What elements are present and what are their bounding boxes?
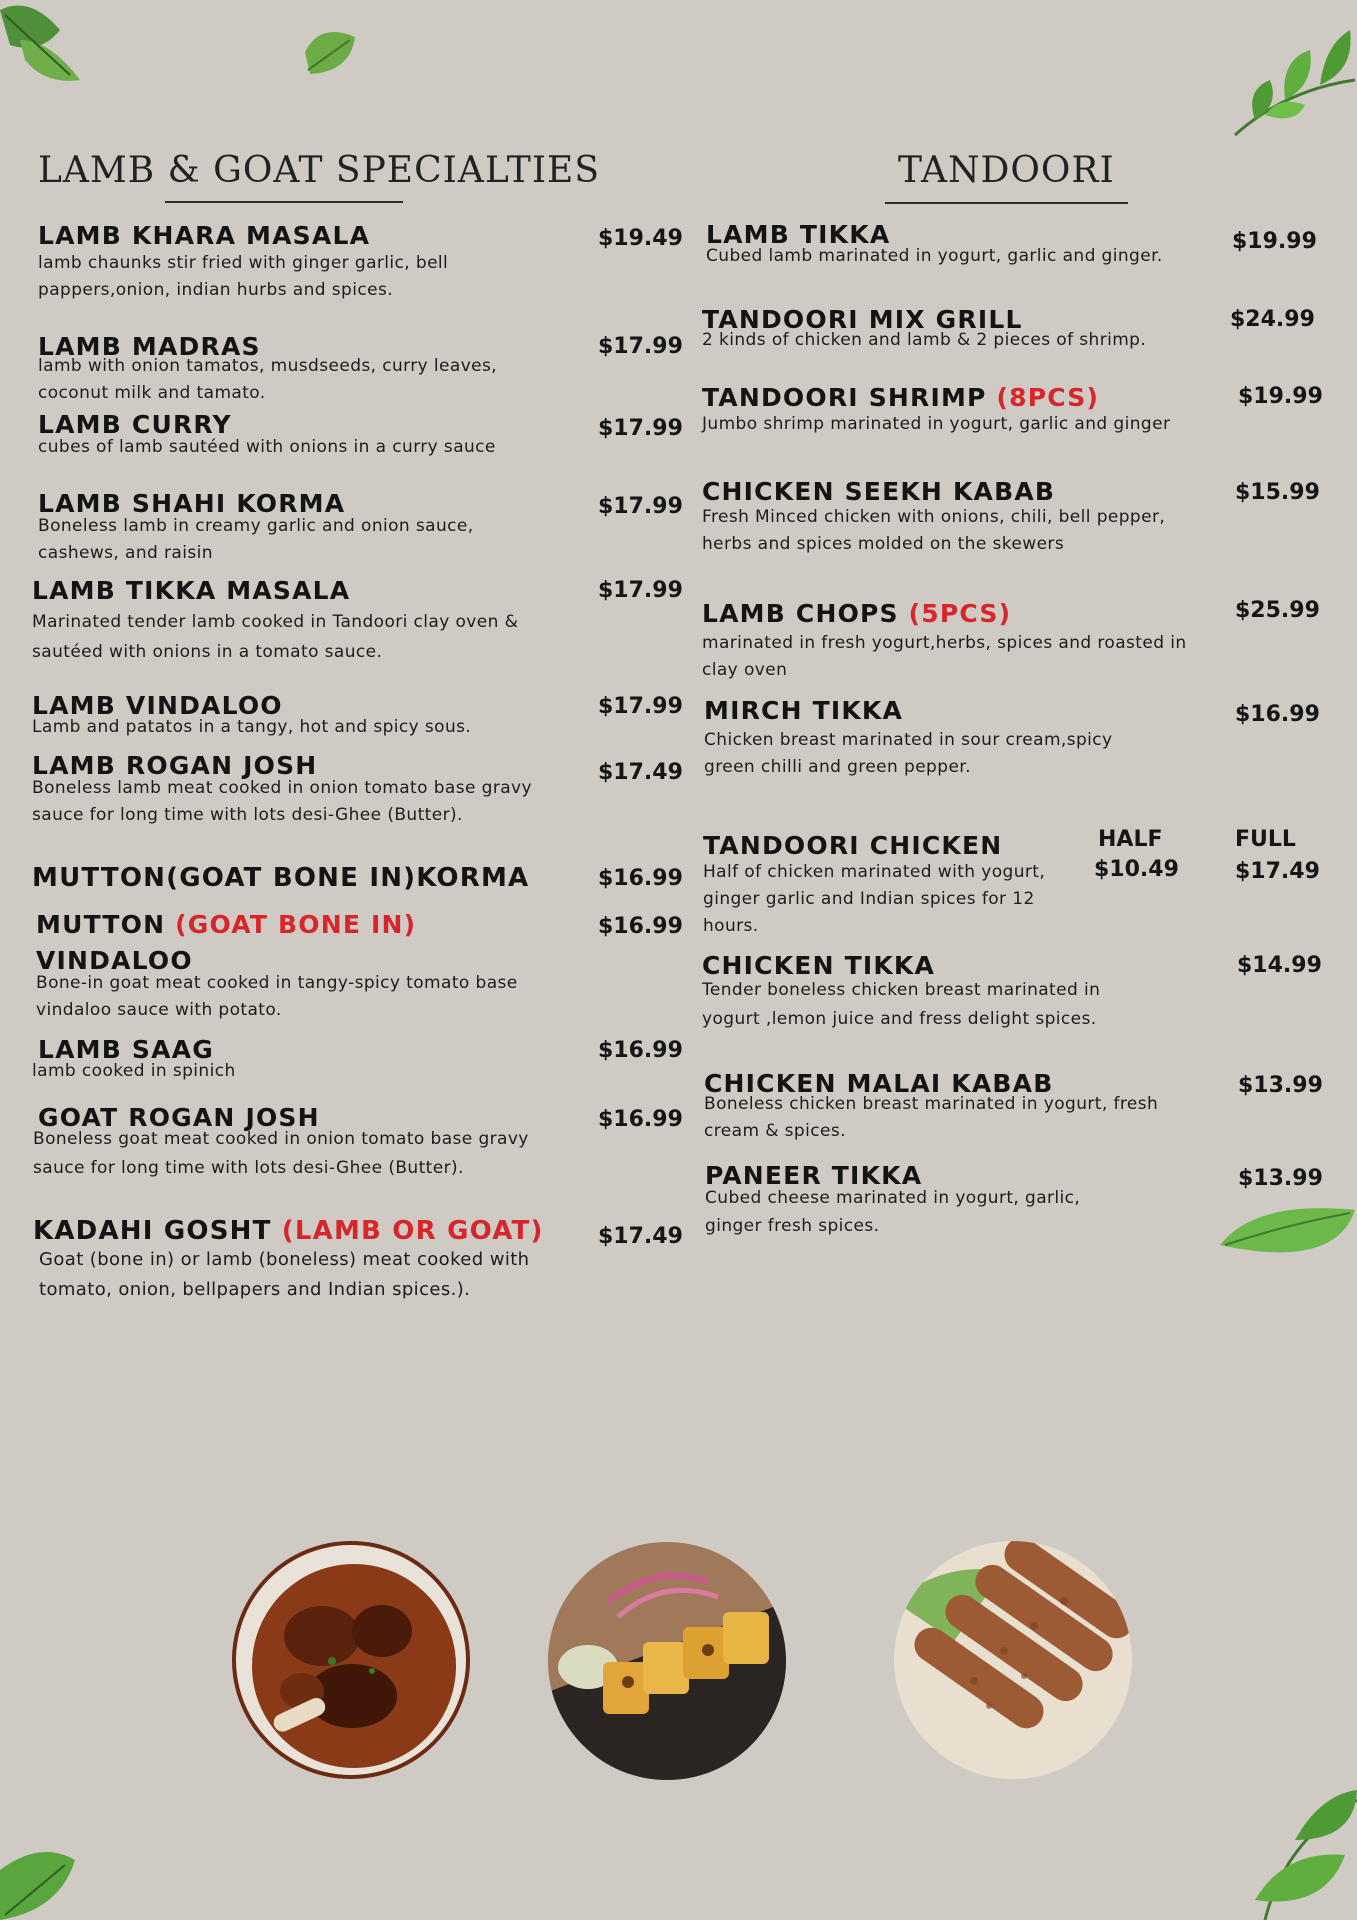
item-name: GOAT ROGAN JOSH [38,1103,320,1132]
mint-leaf-top-left-icon [0,0,90,90]
item-description: Lamb and patatos in a tangy, hot and spicy sous. [32,717,472,737]
seekh-kabab-photo [894,1541,1132,1779]
item-price: $17.49 [598,760,683,785]
menu-item-lamb-tikka [706,221,1226,270]
item-description: Boneless lamb meat cooked in onion tomato base gravy sauce for long time with lots desi-Ghee (Butter). [32,778,532,825]
menu-item-lamb-saag [32,1035,578,1085]
item-description: Boneless goat meat cooked in onion tomato base gravy sauce for long time with lots desi-Ghee (Butter). [33,1129,529,1178]
item-price: $13.99 [1238,1166,1323,1191]
item-name [702,600,1232,628]
full-label: FULL [1235,827,1296,852]
item-name: TANDOORI CHICKEN [703,831,1003,860]
item-price: $16.99 [598,866,683,891]
item-price: $16.99 [598,1038,683,1063]
mint-leaf-top-center-icon [300,22,362,80]
menu-item-mutton-korma [32,864,592,892]
item-name: LAMB MADRAS [38,332,261,361]
item-price: $19.49 [598,226,683,251]
item-name-line2: VINDALOO [36,946,193,975]
full-price: $17.49 [1235,859,1320,884]
item-name [33,1217,593,1245]
basil-sprig-top-right-icon [1225,20,1357,145]
item-price: $19.99 [1238,384,1323,409]
item-price: $24.99 [1230,307,1315,332]
item-price: $14.99 [1237,953,1322,978]
item-description: Cubed cheese marinated in yogurt, garlic, ginger fresh spices. [705,1188,1081,1236]
item-name: LAMB SAAG [38,1035,214,1064]
item-name: MUTTON(GOAT BONE IN)KORMA [32,863,530,893]
item-price: $17.99 [598,416,683,441]
item-description: lamb cooked in spinich [32,1061,236,1081]
item-price: $15.99 [1235,480,1320,505]
item-name: LAMB KHARA MASALA [38,221,371,250]
item-description: 2 kinds of chicken and lamb & 2 pieces of shrimp. [702,330,1147,350]
item-price: $17.99 [598,578,683,603]
mint-leaf-bottom-left-icon [0,1830,80,1920]
menu-item-chicken-seekh-kabab [702,478,1222,558]
item-description: Cubed lamb marinated in yogurt, garlic and ginger. [706,246,1163,266]
item-name: MIRCH TIKKA [704,696,904,725]
item-name-main: MUTTON [36,910,176,939]
menu-item-mutton-vindaloo [36,911,586,1024]
item-description: Boneless chicken breast marinated in yogurt, fresh cream & spices. [704,1094,1159,1141]
half-price: $10.49 [1094,857,1179,882]
item-name: LAMB VINDALOO [32,691,283,720]
item-description: cubes of lamb sautéed with onions in a curry sauce [38,437,496,457]
item-description: Goat (bone in) or lamb (boneless) meat cooked with tomato, onion, bellpapers and Indian spices.). [39,1249,530,1300]
item-name: LAMB TIKKA [706,220,891,249]
item-name-main: LAMB CHOPS [702,599,909,628]
item-name: CHICKEN TIKKA [702,951,936,980]
item-name-highlight: (GOAT BONE IN) [175,910,417,939]
item-description: Marinated tender lamb cooked in Tandoori clay oven & sautéed with onions in a tomato sauce. [32,612,519,662]
item-price: $19.99 [1232,229,1317,254]
item-name [36,911,586,939]
item-name-main: TANDOORI SHRIMP [702,383,997,412]
lamb-goat-section-title: LAMB & GOAT SPECIALTIES [38,150,600,191]
item-price: $17.99 [598,334,683,359]
mint-leaf-right-icon [1215,1195,1357,1280]
menu-item-lamb-madras [38,333,578,407]
menu-item-paneer-tikka [705,1162,1205,1240]
item-name-highlight: (5PCS) [908,599,1012,628]
menu-item-lamb-khara-masala [38,222,578,304]
item-name: LAMB ROGAN JOSH [32,751,318,780]
item-price: $25.99 [1235,598,1320,623]
item-description: marinated in fresh yogurt,herbs, spices and roasted in clay oven [702,633,1187,680]
tandoori-title-underline [885,202,1128,204]
item-name: TANDOORI MIX GRILL [702,305,1023,334]
item-name: PANEER TIKKA [705,1161,923,1190]
item-description: Jumbo shrimp marinated in yogurt, garlic and ginger [702,414,1171,434]
menu-item-lamb-curry [38,411,578,459]
item-description: Fresh Minced chicken with onions, chili, bell pepper, herbs and spices molded on the skewers [702,507,1166,554]
item-description: Half of chicken marinated with yogurt, ginger garlic and Indian spices for 12 hours. [703,862,1046,936]
item-name-highlight: (8PCS) [996,383,1100,412]
item-price: $17.99 [598,494,683,519]
item-name: CHICKEN SEEKH KABAB [702,477,1056,506]
item-description: Tender boneless chicken breast marinated in yogurt ,lemon juice and fress delight spices. [702,980,1101,1029]
menu-item-chicken-malai-kabab [704,1070,1234,1145]
paneer-tikka-photo [548,1542,786,1780]
item-description: Boneless lamb in creamy garlic and onion sauce, cashews, and raisin [38,516,474,563]
tandoori-section-title: TANDOORI [898,150,1115,191]
item-description: lamb with onion tamatos, musdseeds, curry leaves, coconut milk and tamato. [38,356,498,403]
item-name-highlight: (LAMB OR GOAT) [281,1216,544,1246]
half-label: HALF [1098,827,1163,852]
menu-item-goat-rogan-josh [33,1103,578,1183]
item-price: $16.99 [1235,702,1320,727]
item-name [702,384,1242,412]
menu-item-lamb-rogan-josh [32,752,582,829]
menu-item-lamb-chops [702,600,1232,684]
menu-item-lamb-tikka-masala [32,577,582,667]
item-description: lamb chaunks stir fried with ginger garlic, bell pappers,onion, indian hurbs and spices. [38,253,449,300]
item-name: LAMB SHAHI KORMA [38,489,346,518]
item-price: $16.99 [598,914,683,939]
item-name: LAMB CURRY [38,410,232,439]
item-name: LAMB TIKKA MASALA [32,576,351,605]
menu-item-mirch-tikka [704,697,1224,781]
item-price: $13.99 [1238,1073,1323,1098]
menu-item-chicken-tikka [702,952,1222,1034]
menu-item-lamb-vindaloo [32,692,592,741]
item-price: $17.49 [598,1224,683,1249]
lamb-title-underline [165,201,403,203]
menu-item-tandoori-mix-grill [702,306,1232,354]
item-price: $16.99 [598,1107,683,1132]
item-description: Chicken breast marinated in sour cream,spicy green chilli and green pepper. [704,730,1113,777]
item-name: CHICKEN MALAI KABAB [704,1069,1054,1098]
item-price: $17.99 [598,694,683,719]
menu-item-tandoori-shrimp [702,384,1242,438]
lamb-curry-photo [232,1541,470,1779]
item-description: Bone-in goat meat cooked in tangy-spicy tomato base vindaloo sauce with potato. [36,973,518,1020]
mint-sprig-bottom-right-icon [1225,1780,1357,1920]
item-name-main: KADAHI GOSHT [33,1216,282,1246]
menu-item-lamb-shahi-korma [38,490,578,567]
menu-item-kadahi-gosht [33,1217,593,1305]
menu-item-tandoori-chicken [703,832,1113,940]
